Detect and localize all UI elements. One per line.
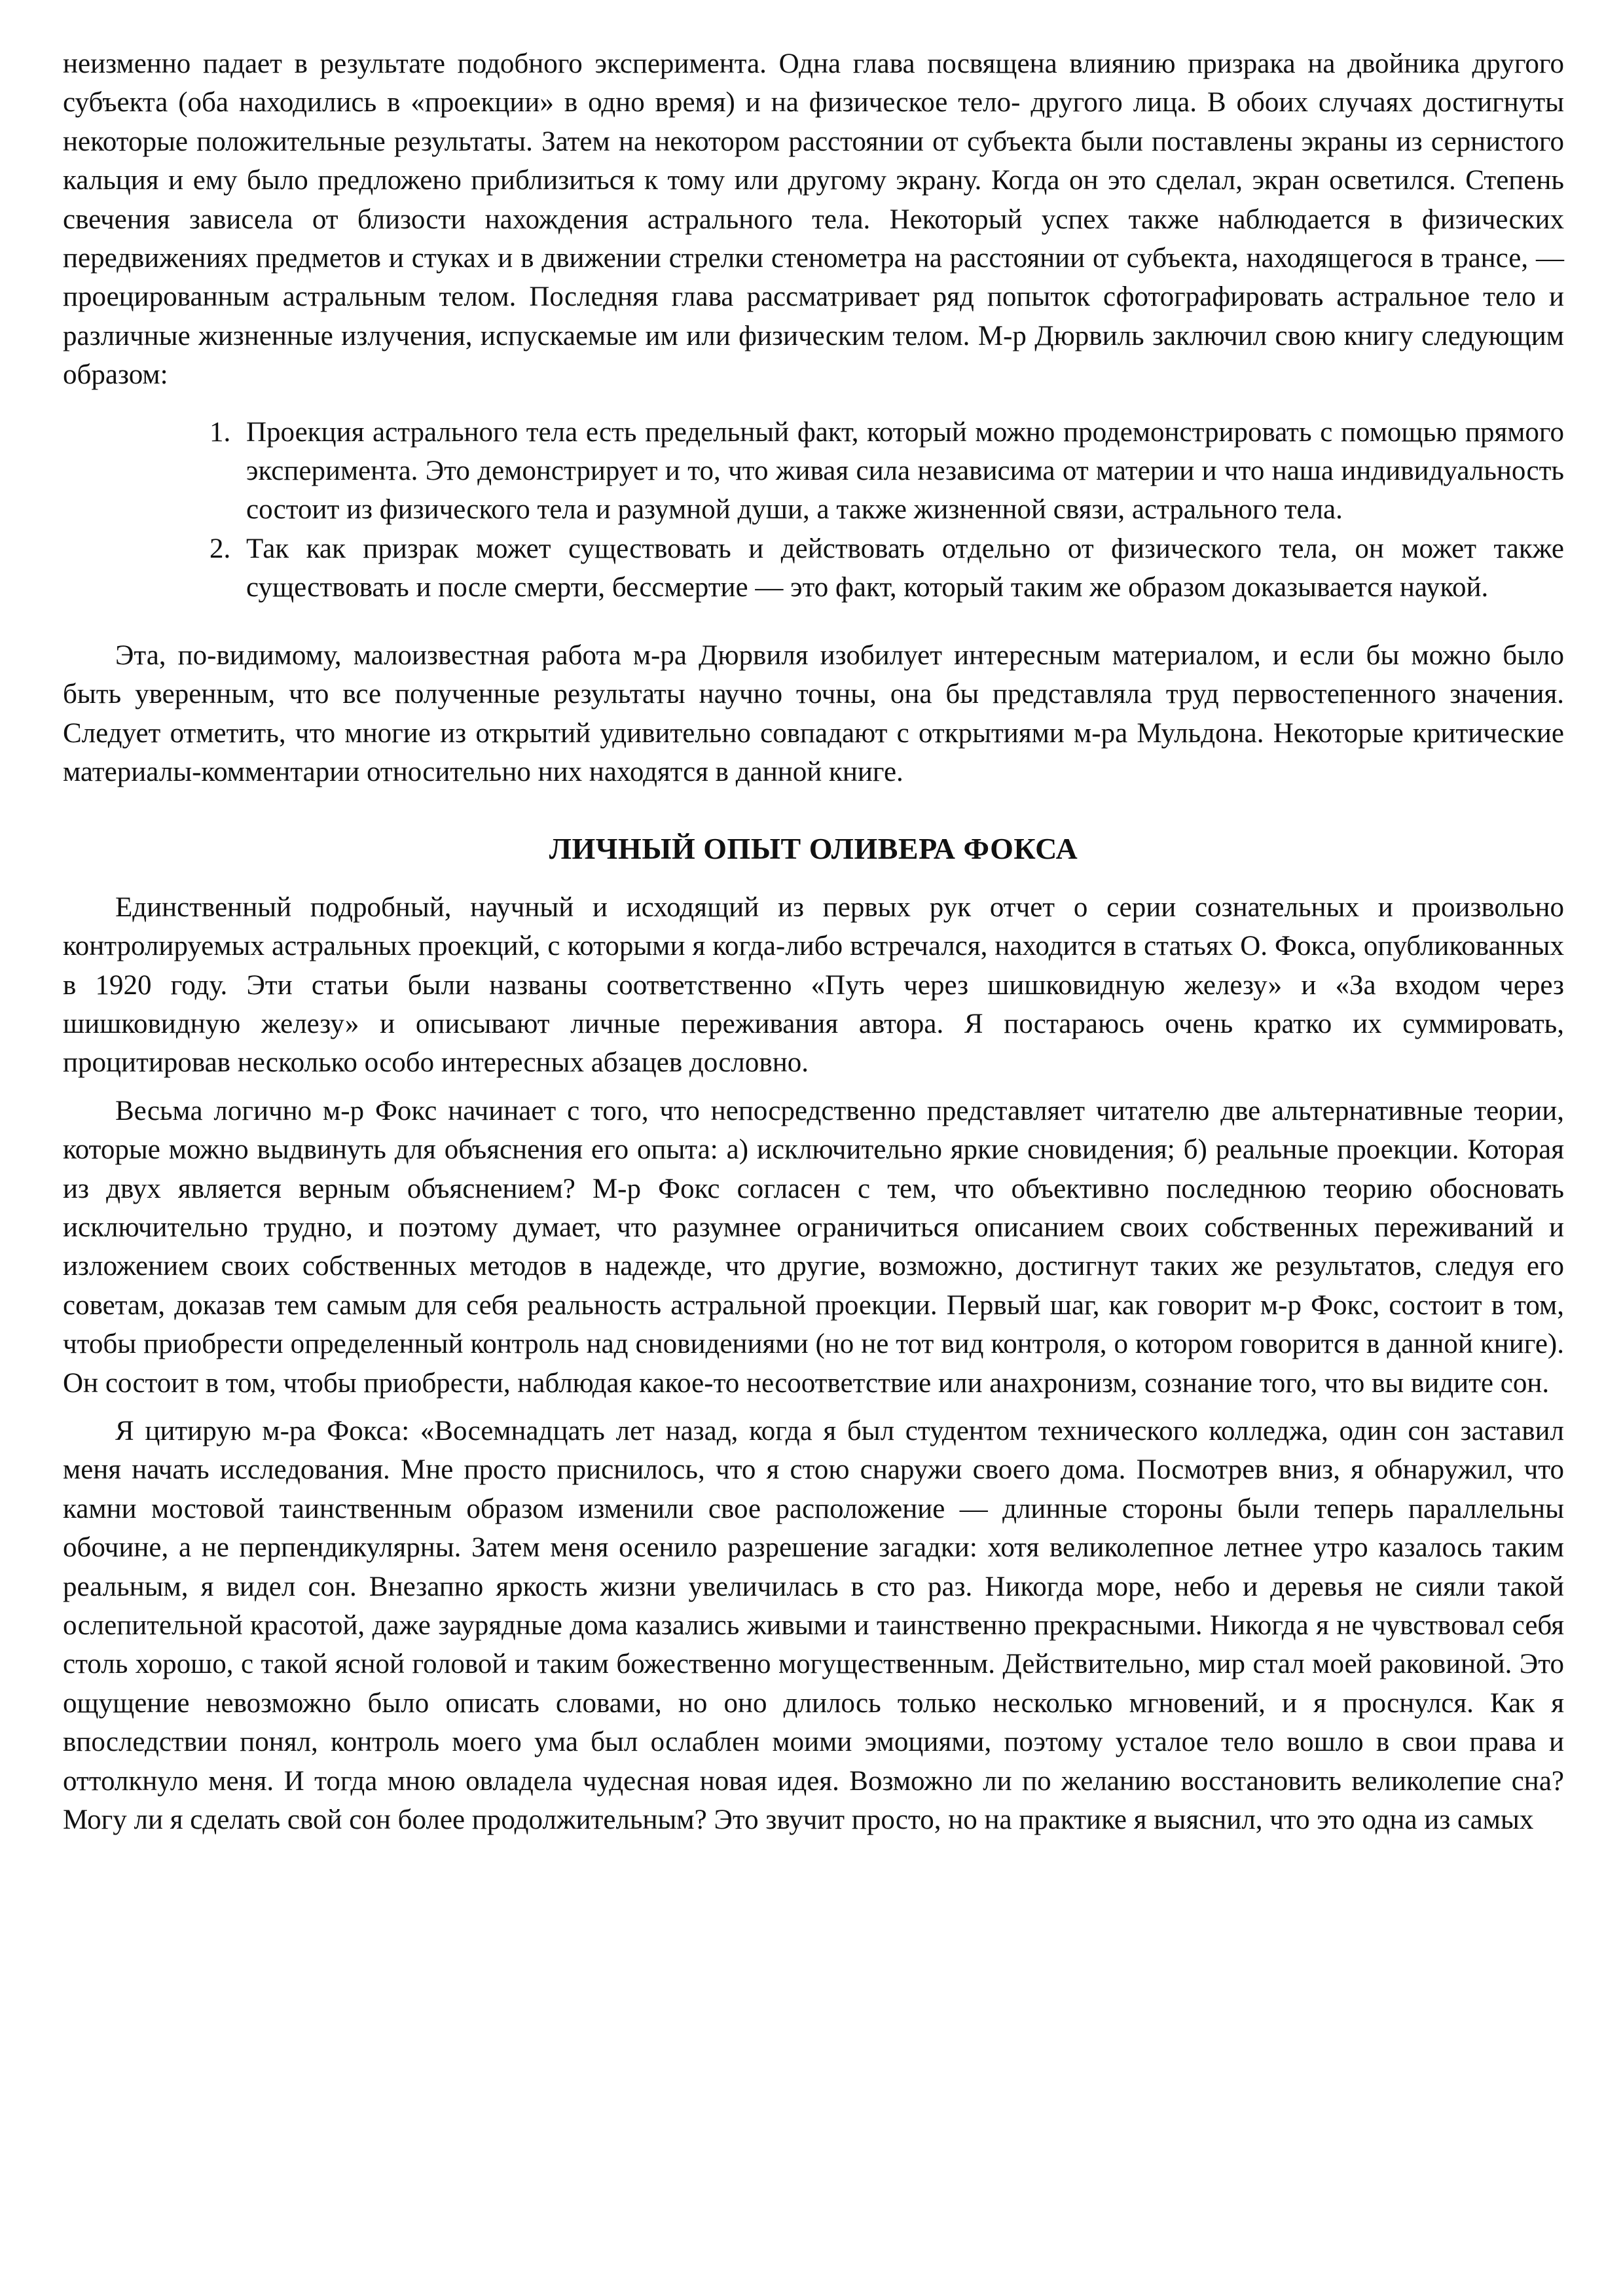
conclusions-list — [63, 413, 1564, 607]
list-item-number: 1. — [210, 416, 231, 448]
paragraph-durville-assessment: Эта, по-видимому, малоизвестная работа м-ра Дюрвиля изобилует интересным материалом, и если бы можно было быть уверенным, что все полученные результаты научно точны, она бы представляла труд первостепенного значения. Следует отметить, что многие из открытий удивительно совпадают с открытиями м-ра Мульдона. Некоторые критические материалы-комментарии относительно них находятся в данной книге. — [63, 639, 1564, 787]
list-item — [210, 413, 1564, 529]
paragraph-intro: неизменно падает в результате подобного эксперимента. Одна глава посвящена влиянию призрака на двойника другого субъекта (оба находились в «проекции» в одно время) и на физическое тело- другого лица. В обоих случаях достигнуты некоторые положительные результаты. Затем на некотором расстоянии от субъекта были поставлены экраны из сернистого кальция и ему было предложено приблизиться к тому или другому экрану. Когда он это сделал, экран осветился. Степень свечения зависела от близости нахождения астрального тела. Некоторый успех также наблюдается в физических передвижениях предметов и стуках и в движении стрелки стенометра на расстоянии от субъекта, находящегося в трансе, — проецированным астральным телом. Последняя глава рассматривает ряд попыток сфотографировать астральное тело и различные жизненные излучения, испускаемые им или физическим телом. М-р Дюрвиль заключил свою книгу следующим образом: — [63, 48, 1564, 391]
list-item-number: 2. — [210, 533, 231, 564]
paragraph-fox-quote: Я цитирую м-ра Фокса: «Восемнадцать лет назад, когда я был студентом технического колледжа, один сон заставил меня начать исследования. Мне просто приснилось, что я стою снаружи своего дома. Посмотрев вниз, я обнаружил, что камни мостовой таинственным образом изменили свое расположение — длинные стороны были теперь параллельны обочине, а не перпендикулярны. Затем меня осенило разрешение загадки: хотя великолепное летнее утро казалось таким реальным, я видел сон. Внезапно яркость жизни увеличилась в сто раз. Никогда море, небо и деревья не сияли такой ослепительной красотой, даже заурядные дома казались живыми и таинственно прекрасными. Никогда я не чувствовал себя столь хорошо, с такой ясной головой и таким божественно могущественным. Действительно, мир стал моей раковиной. Это ощущение невозможно было описать словами, но оно длилось только несколько мгновений, и я проснулся. Как я впоследствии понял, контроль моего ума был ослаблен моими эмоциями, поэтому усталое тело вошло в свои права и оттолкнуло меня. И тогда мною овладела чудесная новая идея. Возможно ли по желанию восстановить великолепие сна? Могу ли я сделать свой сон более продолжительным? Это звучит просто, но на практике я выяснил, что это одна из самых — [63, 1416, 1564, 1836]
section-heading: ЛИЧНЫЙ ОПЫТ ОЛИВЕРА ФОКСА — [549, 832, 1078, 866]
paragraph-fox-articles: Единственный подробный, научный и исходящий из первых рук отчет о серии сознательных и произвольно контролируемых астральных проекций, с которыми я когда-либо встречался, находится в статьях О. Фокса, опубликованных в 1920 году. Эти статьи были названы соответственно «Путь через шишковидную железу» и «За входом через шишковидную железу» и описывают личные переживания автора. Я постараюсь очень кратко их суммировать, процитировав несколько особо интересных абзацев дословно. — [63, 891, 1564, 1079]
list-item — [210, 529, 1564, 607]
list-item-text: Так как призрак может существовать и действовать отдельно от физического тела, он может также существовать и после смерти, бессмертие — это факт, который таким же образом доказывается наукой. — [246, 533, 1564, 603]
list-item-text: Проекция астрального тела есть предельный факт, который можно продемонстрировать с помощью прямого эксперимента. Это демонстрирует и то, что живая сила независима от материи и что наша индивидуальность состоит из физического тела и разумной души, а также жизненной связи, астрального тела. — [246, 416, 1564, 526]
paragraph-fox-theories: Весьма логично м-р Фокс начинает с того, что непосредственно представляет читателю две альтернативные теории, которые можно выдвинуть для объяснения его опыта: а) исключительно яркие сновидения; б) реальные проекции. Которая из двух является верным объяснением? М-р Фокс согласен с тем, что объективно последнюю теорию обосновать исключительно трудно, и поэтому думает, что разумнее ограничиться описанием своих собственных переживаний и изложением своих собственных методов в надежде, что другие, возможно, достигнут таких же результатов, следуя его советам, доказав тем самым для себя реальность астральной проекции. Первый шаг, как говорит м-р Фокс, состоит в том, чтобы приобрести определенный контроль над сновидениями (но не тот вид контроля, о котором говорится в данной книге). Он состоит в том, чтобы приобрести, наблюдая какое-то несоответствие или анахронизм, сознание того, что вы видите сон. — [63, 1095, 1564, 1399]
